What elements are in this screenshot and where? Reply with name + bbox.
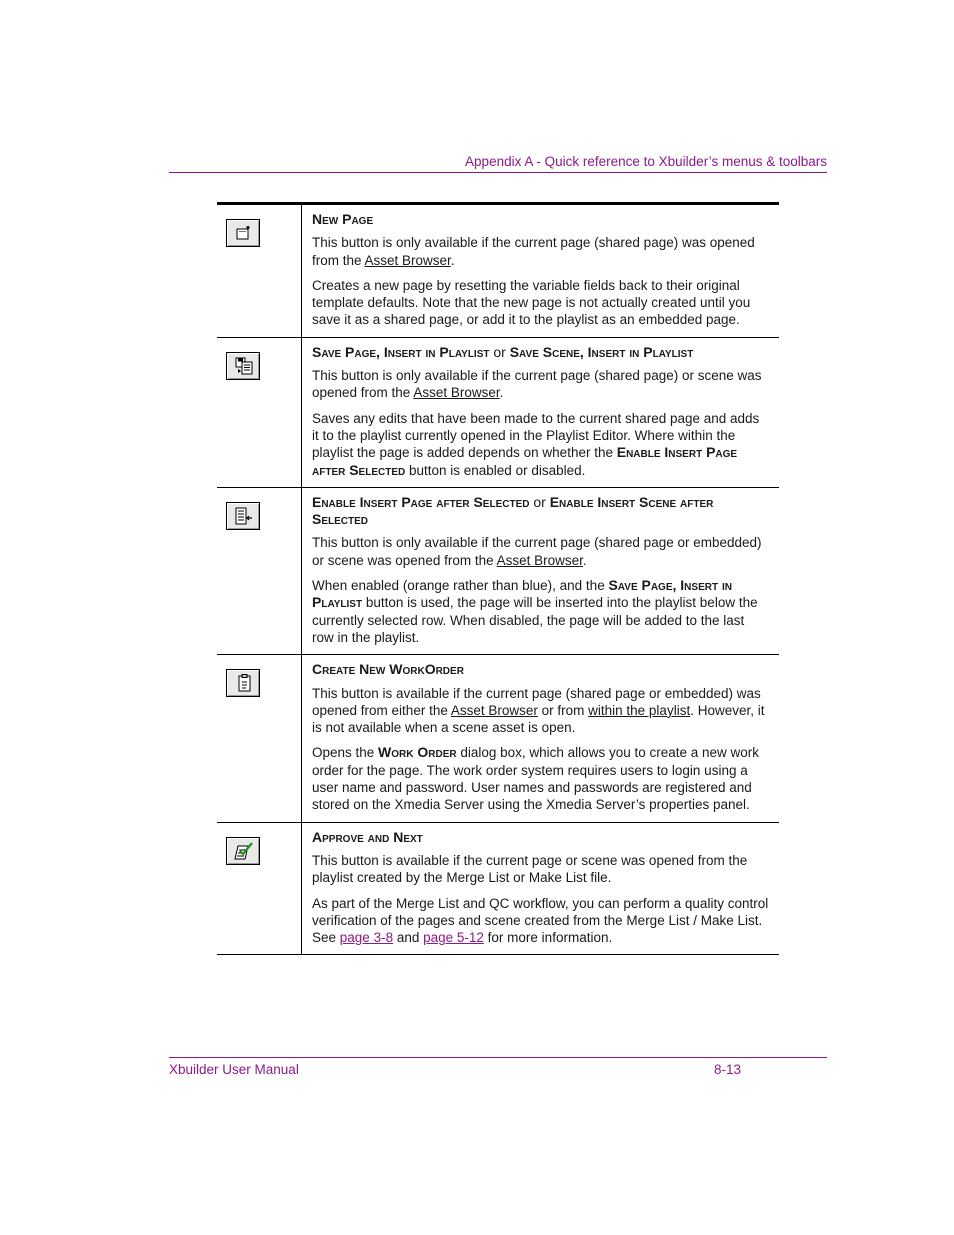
asset-browser-link[interactable]: Asset Browser <box>496 552 583 568</box>
running-header <box>169 153 827 173</box>
header-text: Appendix A - Quick reference to Xbuilder’s menus & toolbars <box>465 154 827 169</box>
paragraph: Creates a new page by resetting the variable fields back to their original template defaults. Note that the new page is not actually created until you save it as a shared page, or add it to the playlist as an embedded page. <box>312 277 751 328</box>
save-insert-icon[interactable] <box>226 352 260 380</box>
button-name: New Page <box>312 211 374 227</box>
icon-cell <box>217 204 302 338</box>
new-page-icon[interactable] <box>226 219 260 247</box>
icon-cell <box>217 655 302 822</box>
within-playlist-link[interactable]: within the playlist <box>588 702 691 718</box>
description-cell <box>302 337 780 487</box>
table-row <box>217 487 779 654</box>
paragraph: This button is available if the current page or scene was opened from the playlist created by the Merge List or Make List file. <box>312 852 748 886</box>
running-footer <box>169 1057 827 1077</box>
asset-browser-link[interactable]: Asset Browser <box>450 702 538 718</box>
create-workorder-icon[interactable] <box>226 669 260 697</box>
page-5-12-link[interactable]: page 5-12 <box>423 930 484 946</box>
button-term: Enable Insert Page after Selected <box>312 444 738 478</box>
paragraph: This button is available if the current page (shared page or embedded) was opened from either the Asset Browser or from within the playlist. However, it is not available when a scene asset is open. <box>312 685 765 736</box>
page-number: 8-13 <box>714 1062 742 1077</box>
asset-browser-link[interactable]: Asset Browser <box>364 252 451 268</box>
icon-cell <box>217 487 302 654</box>
paragraph: This button is only available if the current page (shared page) was opened from the Asset Browser. <box>312 235 755 268</box>
button-name: Approve and Next <box>312 828 423 845</box>
button-term: Save Page, Insert in Playlist <box>312 577 732 611</box>
description-cell <box>302 204 780 338</box>
icon-cell <box>217 337 302 487</box>
approve-next-icon[interactable] <box>226 837 260 865</box>
paragraph: When enabled (orange rather than blue), and the Save Page, Insert in Playlist button is used, the page will be inserted into the playlist below the currently selected row. When disabled, the page will be added to the last row in the playlist. <box>312 577 758 645</box>
paragraph: This button is only available if the current page (shared page or embedded) or scene was opened from the Asset Browser. <box>312 535 762 568</box>
paragraph: Saves any edits that have been made to the current shared page and adds it to the playlist currently opened in the Playlist Editor. Where within the playlist the page is added depends on whether the Enable Insert Page after Selected button is enabled or disabled. <box>312 410 760 478</box>
enable-insert-after-icon[interactable] <box>226 502 260 530</box>
dialog-term: Work Order <box>378 744 457 761</box>
table-row <box>217 337 779 487</box>
button-name: Save Page, Insert in Playlist or Save Scene, Insert in Playlist <box>312 343 694 360</box>
page-3-8-link[interactable]: page 3-8 <box>339 930 394 946</box>
paragraph: This button is only available if the current page (shared page) or scene was opened from the Asset Browser. <box>312 368 762 401</box>
button-name: Enable Insert Page after Selected or Enable Insert Scene after Selected <box>312 493 714 528</box>
toolbar-reference-table <box>217 202 779 955</box>
button-name: Create New WorkOrder <box>312 661 464 678</box>
paragraph: As part of the Merge List and QC workflow, you can perform a quality control verification of the pages and scene created from the Merge List / Make List. See page 3-8 and page 5-12 for more information. <box>312 895 769 946</box>
asset-browser-link[interactable]: Asset Browser <box>413 385 500 401</box>
table-row <box>217 204 779 338</box>
paragraph: Opens the Work Order dialog box, which allows you to create a new work order for the page. The work order system requires users to login using a user name and password. User names and passwords are registered and stored on the Xmedia Server using the Xmedia Server’s properties panel. <box>312 744 760 813</box>
description-cell <box>302 822 780 955</box>
description-cell <box>302 487 780 654</box>
manual-title: Xbuilder User Manual <box>169 1062 299 1077</box>
description-cell <box>302 655 780 822</box>
icon-cell <box>217 822 302 955</box>
table-row <box>217 822 779 955</box>
table-row <box>217 655 779 822</box>
